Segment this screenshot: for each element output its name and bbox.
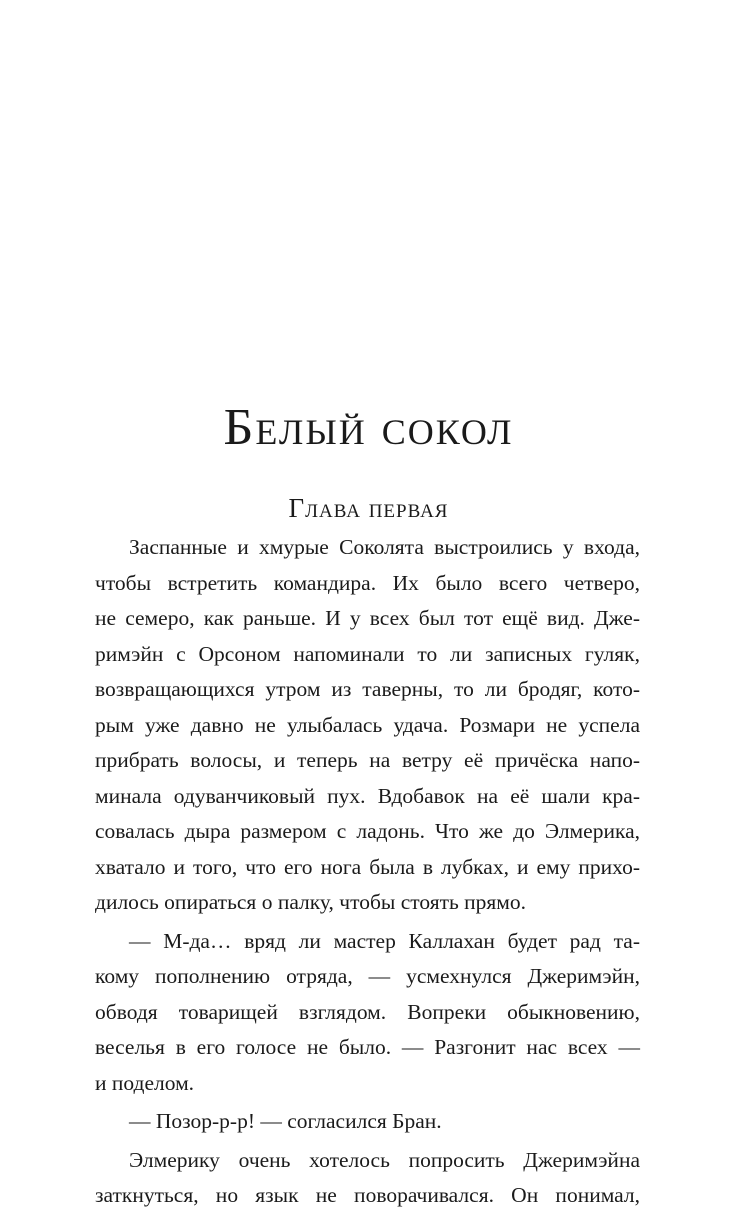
paragraph bbox=[95, 924, 640, 1102]
text-line: обводя товарищей взглядом. Вопреки обыкновению, bbox=[95, 999, 640, 1024]
text-line: Заспанные и хмурые Соколята выстроились у входа, bbox=[129, 535, 640, 559]
text-line: не семеро, как раньше. И у всех был тот ещё вид. Дже- bbox=[95, 606, 640, 630]
text-line: — М-да… вряд ли мастер Каллахан будет рад та- bbox=[129, 928, 640, 953]
text-line: рым уже давно не улыбалась удача. Розмари не успела bbox=[95, 712, 640, 737]
text-line: прибрать волосы, и теперь на ветру её причёска напо- bbox=[95, 748, 640, 772]
body-text bbox=[95, 530, 640, 1214]
text-line: возвращающихся утром из таверны, то ли бродяг, кото- bbox=[95, 677, 640, 701]
text-line: Элмерику очень хотелось попросить Джеримэйна bbox=[129, 1147, 640, 1172]
text-line: кому пополнению отряда, — усмехнулся Джеримэйн, bbox=[95, 964, 640, 988]
text-line: римэйн с Орсоном напоминали то ли записных гуляк, bbox=[95, 641, 640, 666]
text-line: дилось опираться о палку, чтобы стоять прямо. bbox=[95, 890, 527, 914]
text-line: совалась дыра размером с ладонь. Что же до Элмерика, bbox=[95, 819, 640, 843]
text-line: минала одуванчиковый пух. Вдобавок на её шали кра- bbox=[95, 783, 640, 808]
paragraph bbox=[95, 1143, 640, 1214]
text-line: веселья в его голосе не было. — Разгонит нас всех — bbox=[95, 1035, 640, 1059]
book-title: Белый сокол bbox=[223, 399, 514, 456]
paragraph bbox=[95, 530, 640, 921]
chapter-title: Глава первая bbox=[288, 493, 449, 523]
text-line: чтобы встретить командира. Их было всего четверо, bbox=[95, 570, 640, 595]
text-line: заткнуться, но язык не поворачивался. Он понимал, bbox=[95, 1183, 640, 1207]
text-line: — Позор-р-р! — согласился Бран. bbox=[129, 1109, 442, 1133]
text-line: хватало и того, что его нога была в лубках, и ему прихо- bbox=[95, 854, 640, 879]
text-line: и поделом. bbox=[95, 1070, 195, 1095]
paragraph bbox=[95, 1104, 640, 1140]
